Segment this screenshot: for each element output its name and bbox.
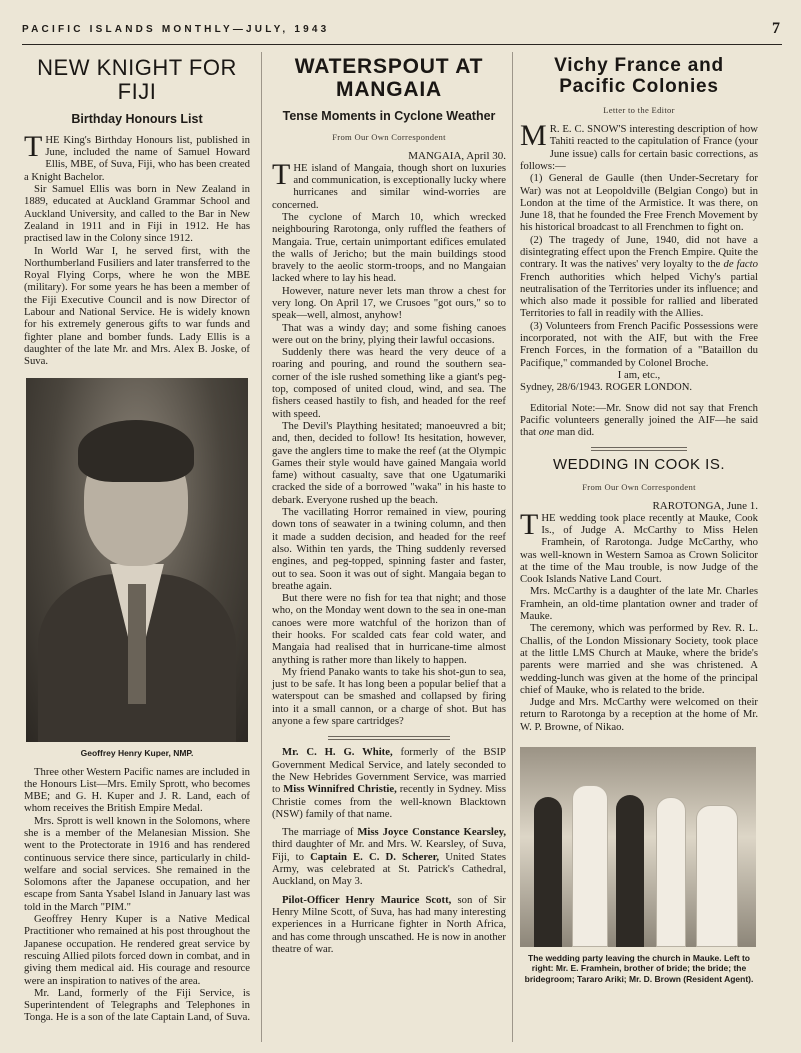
note-text: United States Army, was celebrated at St. Patrick's Cathedral, Auckland, on May 3. <box>272 850 506 888</box>
note-text: The marriage of <box>282 826 358 839</box>
article-subtitle-birthday-honours: Birthday Honours List <box>71 111 203 126</box>
article-title-waterspout: WATERSPOUT AT MANGAIA <box>294 55 484 101</box>
article-paragraph: The vacillating Horror remained in view, pouring down tons of seawater in a twining column, and then it made a sudden decision, and headed for the reef also. Within ten yards, the Thing suddenly reversed engines, and peg-topped, spinning faster and faster, out to sea. Soon it was out of sight. Mangaia began to breathe again. <box>272 506 506 592</box>
news-note <box>272 894 506 955</box>
article-paragraph: (1) General de Gaulle (then Under-Secretary for War) was not at Leopoldville (Belgian Congo) but in London at the time of the Armistice. It was there, on June 18, that he founded the Free French Movement by his historical broadcast to all Frenchmen to fight on. <box>520 172 758 234</box>
note-text: third daughter of Mr. and Mrs. W. Kearsley, of Suva, Fiji, to <box>272 838 506 863</box>
italic-text: one <box>538 426 555 439</box>
article-paragraph: Judge and Mrs. McCarthy were welcomed on their return to Rarotonga by a reception at the home of Mr. W. P. Browne, of Nikao. <box>520 696 758 733</box>
paragraph-text: HE wedding took place recently at Mauke, Cook Is., of Judge A. McCarthy to Miss Helen Framhein, of Rarotonga. Judge McCarthy, who was well-known in Western Samoa as Crown Solicitor at the time of the Mau trouble, is now Judge of the Cook Islands Native Land Court. <box>520 511 758 586</box>
article-title-vichy-france: Vichy France and Pacific Colonies <box>554 55 724 97</box>
signoff: I am, etc., <box>617 368 661 381</box>
paragraph-text: HE King's Birthday Honours list, published in June, included the name of Samuel Howard Ellis, MBE, of Suva, Fiji, who has been created a Knight Bachelor. <box>24 133 250 183</box>
photo-figure-tie <box>128 584 146 704</box>
note-text: recently in Sydney. Miss Christie comes from the well-known Blacktown (NSW) family of that name. <box>272 783 506 820</box>
news-note <box>272 746 506 820</box>
note-text: son of Sir Henry Milne Scott, of Suva, has had many interesting experiences in a Hurricane fighter in North Africa, and has come through unscathed. He is now in another theatre of war. <box>272 893 506 955</box>
column-divider <box>261 52 262 1042</box>
drop-cap: T <box>520 507 539 541</box>
article-title-new-knight: NEW KNIGHT FOR FIJI <box>37 55 237 104</box>
editorial-note <box>520 402 758 439</box>
person-name: Miss Joyce Constance Kearsley, <box>357 826 506 839</box>
person-name: Miss Winnifred Christie, <box>283 783 397 796</box>
article-paragraph: The Devil's Plaything hesitated; manoeuvred a bit; and, then, decided to follow! Its hesitation, however, gave the anglers time to make the reef (at the Olympic Games their style would have gained Mangaia world fame) without casualty, save that one Ugatumariki cracked the side of a borrowed "waka" in his haste to debark. Everyone rushed up the beach. <box>272 419 506 506</box>
photo-figure <box>534 797 562 947</box>
article-paragraph: (3) Volunteers from French Pacific Possessions were incorporated, not with the AIF, but with the Free French Forces, in the formation of a "Bataillon du Pacifique," commanded by Colonel Broche. <box>520 319 758 369</box>
photo-figure <box>616 795 644 947</box>
photo-figure <box>696 805 738 947</box>
person-name: Captain E. C. D. Scherer, <box>310 850 440 863</box>
italic-text: de facto <box>723 258 758 271</box>
article-paragraph: Sir Samuel Ellis was born in New Zealand in 1889, educated at Auckland Grammar School and Auckland University, and called to the Bar in New Zealand in 1911 and in Fiji in 1912. He has practised law in the Colony since 1912. <box>24 183 250 245</box>
signature-line: Sydney, 28/6/1943. ROGER LONDON. <box>520 381 693 394</box>
article-paragraph: Suddenly there was heard the very deuce of a roaring and pouring, and round the southern sea-corner of the isle rushed something like a giant's peg-top, composed of united cloud, wind, and sea. The fishers ceased hastily to fish, and headed for the reef with speed. <box>272 346 506 420</box>
article-subtitle-cyclone: Tense Moments in Cyclone Weather <box>282 109 496 124</box>
byline: Letter to the Editor <box>603 105 675 116</box>
article-paragraph: But there were no fish for tea that night; and those who, on the Monday went down to the sea in one-man canoes were more watchful of the horizon than of their hooks. For scalded cats fear cold water, and Mangaia had realised that in hurricane-time almost anything is rather more than likely to happen. <box>272 592 506 666</box>
column-3 <box>520 52 758 984</box>
letter-signature <box>520 369 758 394</box>
article-paragraph: Geoffrey Henry Kuper is a Native Medical Practitioner who remained at his post throughout the Japanese occupation. He rendered great service by rescuing Allied pilots forced down in combat, and in giving them medical aid. His courage and resource were an inspiration to natives of the area. <box>24 913 250 987</box>
dateline: RAROTONGA, June 1. <box>652 499 758 512</box>
article-paragraph: The ceremony, which was performed by Rev. R. L. Challis, of the London Missionary Society, took place at the little LMS Church at Mauke, where the bride's parents were married and she was christened. A wedding-lunch was given at the home of the principal chief of Mauke, who is related to the bride. <box>520 622 758 696</box>
article-paragraph <box>24 129 250 183</box>
paragraph-text: (2) The tragedy of June, 1940, did not have a disintegrating effect upon the French Empire. Quite the contrary. It was the natives' very loyalty to the <box>520 233 758 271</box>
note-text: man did. <box>554 426 595 439</box>
person-name: Pilot-Officer Henry Maurice Scott, <box>282 893 452 906</box>
portrait-photo <box>26 378 248 742</box>
news-note <box>272 826 506 887</box>
article-paragraph: Three other Western Pacific names are included in the Honours List—Mrs. Emily Sprott, who becomes MBE; and G. H. Kuper and J. R. Land, each of whom receives the British Empire Medal. <box>24 765 250 815</box>
paragraph-text: French authorities which helped Vichy's partial neutralisation of the Territories under its influence; and which also made it possible for rallied and liberated Territories to fall in readily with the Allies. <box>520 270 758 320</box>
note-text: Editorial Note:—Mr. Snow did not say that French Pacific volunteers generally joined the AIF—he said that <box>520 401 758 439</box>
article-paragraph <box>520 119 758 172</box>
drop-cap: T <box>272 157 291 191</box>
section-separator <box>328 736 450 737</box>
article-paragraph <box>272 157 506 211</box>
column-2 <box>272 52 506 955</box>
running-title: PACIFIC ISLANDS MONTHLY—JULY, 1943 <box>22 24 330 35</box>
article-paragraph: My friend Panako wants to take his shot-gun to sea, just to be safe. It has long been a popular belief that a waterspout can be smashed and collapsed by firing into it a small cannon, or a charge of shot. But has anyone a few spare cartridges? <box>272 665 506 728</box>
article-paragraph: In World War I, he served first, with the Northumberland Fusiliers and later transferred to the Royal Flying Corps, where he won the MBE (military). For some years he has been a member of the Fiji Executive Council and is now Director of Labour and National Service. He is widely known for his extremely generous gifts to war funds and fighter plane and bomber funds. Lady Ellis is a daughter of the late Mr. and Mrs. Alex B. Joske, of Suva. <box>24 244 250 368</box>
person-name: Mr. C. H. G. White, <box>282 746 393 759</box>
page-header <box>22 22 782 45</box>
page-number: 7 <box>772 20 780 37</box>
byline: From Our Own Correspondent <box>332 131 446 142</box>
photo-figure-hair <box>78 420 194 482</box>
wedding-photo <box>520 747 756 947</box>
paragraph-text: R. E. C. SNOW'S interesting description of how Tahiti reacted to the capitulation of France (your June issue) calls for certain basic corrections, as follows:— <box>520 123 758 172</box>
drop-cap: M <box>520 119 547 153</box>
drop-cap: T <box>24 129 43 163</box>
section-separator <box>591 447 686 448</box>
article-paragraph: That was a windy day; and some fishing canoes were out on the briny, plying their lawful occasions. <box>272 321 506 346</box>
byline: From Our Own Correspondent <box>582 481 696 492</box>
article-title-wedding: WEDDING IN COOK IS. <box>552 456 725 474</box>
column-divider <box>512 52 513 1042</box>
article-paragraph: The cyclone of March 10, which wrecked neighbouring Rarotonga, only ruffled the feathers of Mangaia. True, certain unimportant edifices emulated the walls of Jericho; but the main buildings stood bravely to the aeolic storm-troops, and no Mangaian lacked where to lay his head. <box>272 210 506 285</box>
note-text: formerly of the BSIP Government Medical Service, and lately seconded to the New Hebrides Government Service, was married to <box>272 746 506 796</box>
article-paragraph: However, nature never lets man throw a chest for very long. On April 17, we Crusoes "got ours," so to speak—well, almost, anyhow! <box>272 284 506 322</box>
article-paragraph <box>520 507 758 586</box>
photo-figure <box>656 797 686 947</box>
article-paragraph: Mrs. Sprott is well known in the Solomons, where she is a member of the Melanesian Mission. She went to the Protectorate in 1916 and has rendered continuous service there since, particularly in child-welfare and social services. She remained in the Solomons after the Japanese occupation, and her escape from Santa Ysabel Island in January last was told in the March "PIM." <box>24 814 250 913</box>
article-paragraph: Mrs. McCarthy is a daughter of the late Mr. Charles Framhein, an old-time plantation owner and trader of Mauke. <box>520 585 758 623</box>
photo-caption: Geoffrey Henry Kuper, NMP. <box>80 747 194 758</box>
dateline: MANGAIA, April 30. <box>408 149 506 162</box>
photo-figure <box>572 785 608 947</box>
article-paragraph: Mr. Land, formerly of the Fiji Service, is Superintendent of Telegraphs and Telephones in Tonga. He is a son of the late Captain Land, of Suva. <box>24 986 251 1024</box>
article-paragraph <box>520 234 758 320</box>
paragraph-text: HE island of Mangaia, though short on luxuries and communication, is exceptionally lucky where hurricanes and similar wind-worries are concerned. <box>272 161 506 211</box>
wedding-photo-caption: The wedding party leaving the church in Mauke. Left to right: Mr. E. Framhein, brother of bride; the bride; the bridegroom; Tararo Ariki; Mr. D. Brown (Resident Agent). <box>524 952 754 984</box>
column-1 <box>24 52 250 1024</box>
